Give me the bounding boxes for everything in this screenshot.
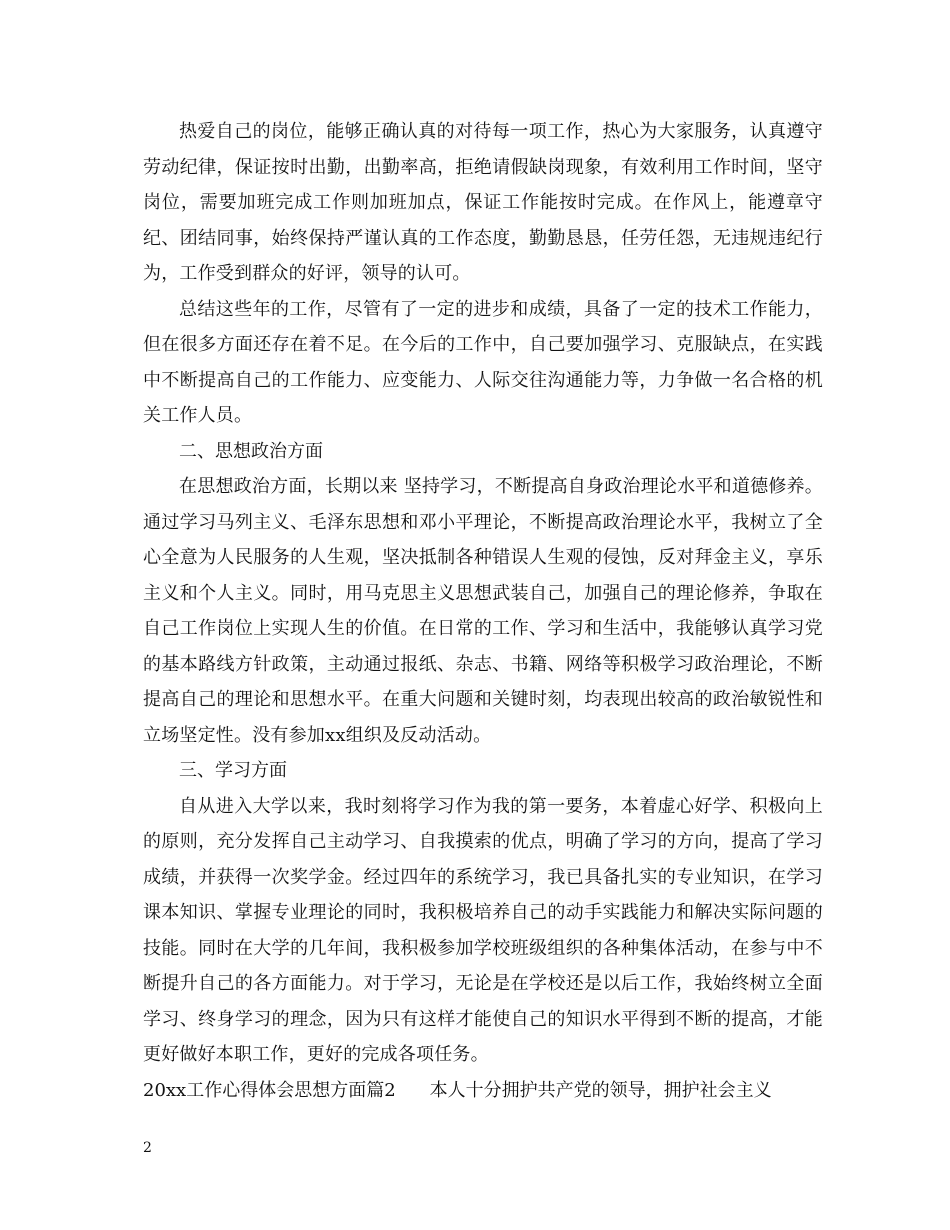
page-number: 2 bbox=[143, 1140, 152, 1156]
paragraph-summary: 总结这些年的工作，尽管有了一定的进步和成绩，具备了一定的技术工作能力，但在很多方面还存在着不足。在今后的工作中，自己要加强学习、克服缺点，在实践中不断提高自己的工作能力、应变能力、人际交往沟通能力等，力争做一名合格的机关工作人员。 bbox=[143, 298, 823, 426]
paragraph-study: 自从进入大学以来，我时刻将学习作为我的第一要务，本着虚心好学、积极向上的原则，充分发挥自己主动学习、自我摸索的优点，明确了学习的方向，提高了学习成绩，并获得一次奖学金。经过四年的系统学习，我已具备扎实的专业知识，在学习课本知识、掌握专业理论的同时，我积极培养自己的动手实践能力和解决实际问题的技能。同时在大学的几年间，我积极参加学校班级组织的各种集体活动，在参与中不断提升自己的各方面能力。对于学习，无论是在学校还是以后工作，我始终树立全面学习、终身学习的理念，因为只有这样才能使自己的知识水平得到不断的提高，才能更好做好本职工作，更好的完成各项任务。 bbox=[143, 795, 823, 1065]
closing-line bbox=[143, 1073, 823, 1109]
article-opening-text: 本人十分拥护共产党的领导，拥护社会主义 bbox=[429, 1079, 772, 1101]
paragraph-work-attitude: 热爱自己的岗位，能够正确认真的对待每一项工作，热心为大家服务，认真遵守劳动纪律，保证按时出勤，出勤率高，拒绝请假缺岗现象，有效利用工作时间，坚守岗位，需要加班完成工作则加班加点，保证工作能按时完成。在作风上，能遵章守纪、团结同事，始终保持严谨认真的工作态度，勤勤恳恳，任劳任怨，无违规违纪行为，工作受到群众的好评，领导的认可。 bbox=[143, 121, 823, 284]
section-heading-politics: 二、思想政治方面 bbox=[179, 440, 323, 462]
section-heading-study: 三、学习方面 bbox=[179, 760, 287, 781]
document-body bbox=[143, 114, 823, 1108]
article-title: 20xx工作心得体会思想方面篇2 bbox=[143, 1079, 396, 1101]
paragraph-politics: 在思想政治方面，长期以来 坚持学习，不断提高自身政治理论水平和道德修养。通过学习马列主义、毛泽东思想和邓小平理论，不断提高政治理论水平，我树立了全心全意为人民服务的人生观，坚决抵制各种错误人生观的侵蚀，反对拜金主义，享乐主义和个人主义。同时，用马克思主义思想武装自己，加强自己的理论修养，争取在自己工作岗位上实现人生的价值。在日常的工作、学习和生活中，我能够认真学习党的基本路线方针政策，主动通过报纸、杂志、书籍、网络等积极学习政治理论，不断提高自己的理论和思想水平。在重大问题和关键时刻，均表现出较高的政治敏锐性和立场坚定性。没有参加xx组织及反动活动。 bbox=[143, 476, 823, 746]
